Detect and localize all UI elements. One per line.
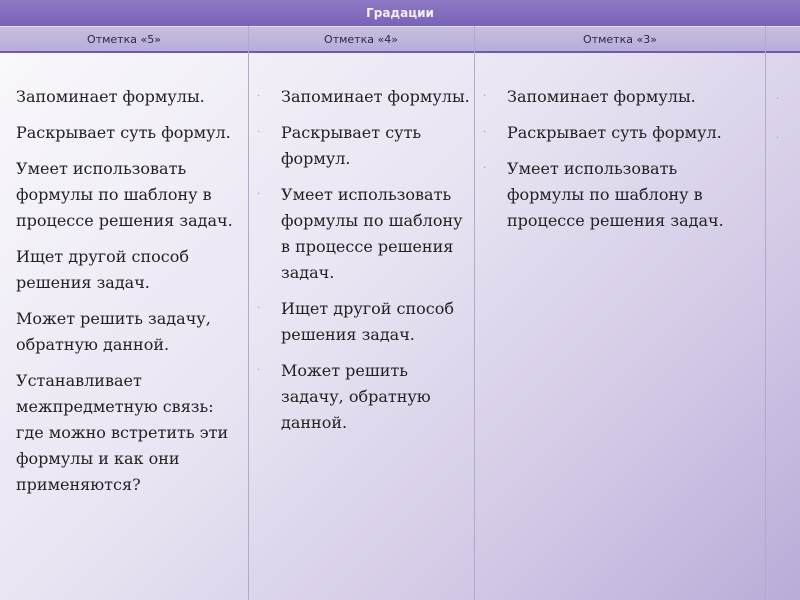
bullet-icon: · — [483, 91, 487, 102]
list-item: Может решить задачу, обратную данной. — [16, 309, 211, 354]
list-item: · Раскрывает суть формул. — [281, 120, 471, 172]
list-item: · Запоминает формулы. — [507, 84, 759, 110]
list-item: Раскрывает суть формул. — [16, 123, 231, 142]
column-grade-3 — [483, 84, 759, 244]
table-title: Градации — [0, 0, 800, 26]
bullet-icon: · — [257, 189, 261, 200]
list-item: · Умеет использовать формулы по шаблону в процессе решения задач. — [507, 156, 759, 234]
column-header-grade-4: Отметка «4» — [324, 33, 398, 46]
list-item: Запоминает формулы. — [16, 87, 205, 106]
list-item: · Может решить задачу, обратную данной. — [281, 358, 471, 436]
header-row — [0, 26, 800, 53]
bullet-icon: · — [776, 133, 780, 144]
bullet-icon: · — [483, 163, 487, 174]
column-grade-5 — [16, 84, 244, 508]
column-divider — [248, 26, 249, 600]
bullet-icon: · — [257, 127, 261, 138]
column-grade-4 — [257, 84, 471, 446]
list-item: · Раскрывает суть формул. — [507, 120, 759, 146]
list-item: Умеет использовать формулы по шаблону в процессе решения задач. — [16, 159, 233, 230]
column-header-grade-3: Отметка «3» — [583, 33, 657, 46]
column-divider — [765, 26, 766, 600]
bullet-icon: · — [257, 91, 261, 102]
bullet-icon: · — [483, 127, 487, 138]
bullet-icon: · — [257, 365, 261, 376]
list-item: · Ищет другой способ решения задач. — [281, 296, 471, 348]
bullet-icon: · — [257, 303, 261, 314]
column-divider — [474, 26, 475, 600]
column-header-grade-5: Отметка «5» — [87, 33, 161, 46]
cut-off-column — [776, 84, 800, 162]
list-item: Устанавливает межпредметную связь: где можно встретить эти формулы и как они применяются? — [16, 371, 229, 494]
bullet-icon: · — [776, 94, 780, 105]
list-item: · Запоминает формулы. — [281, 84, 471, 110]
list-item: Ищет другой способ решения задач. — [16, 247, 189, 292]
list-item: · Умеет использовать формулы по шаблону в процессе решения задач. — [281, 182, 471, 286]
